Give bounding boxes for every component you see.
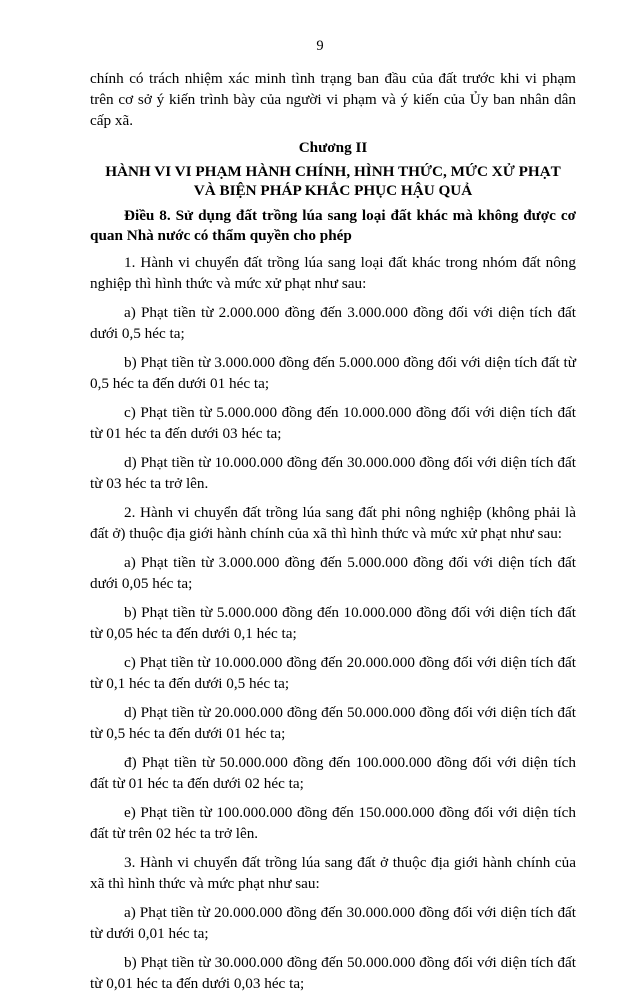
clause-2c: c) Phạt tiền từ 10.000.000 đồng đến 20.000.000 đồng đối với diện tích đất từ 0,1 héc ta đến dưới 0,5 héc ta; xyxy=(90,654,576,692)
clause-3a: a) Phạt tiền từ 20.000.000 đồng đến 30.000.000 đồng đối với diện tích đất từ dưới 0,01 héc ta; xyxy=(90,904,576,942)
page-number: 9 xyxy=(316,38,324,54)
clause-2b: b) Phạt tiền từ 5.000.000 đồng đến 10.000.000 đồng đối với diện tích đất từ 0,05 héc ta đến dưới 0,1 héc ta; xyxy=(90,604,576,642)
clause-1: 1. Hành vi chuyển đất trồng lúa sang loại đất khác trong nhóm đất nông nghiệp thì hình thức và mức xử phạt như sau: xyxy=(90,254,576,292)
clause-1b: b) Phạt tiền từ 3.000.000 đồng đến 5.000.000 đồng đối với diện tích đất từ 0,5 héc ta đến dưới 01 héc ta; xyxy=(90,354,576,392)
clause-1d: d) Phạt tiền từ 10.000.000 đồng đến 30.000.000 đồng đối với diện tích đất từ 03 héc ta trở lên. xyxy=(90,454,576,492)
clause-2e: e) Phạt tiền từ 100.000.000 đồng đến 150.000.000 đồng đối với diện tích đất từ trên 02 héc ta trở lên. xyxy=(90,804,576,842)
document-body xyxy=(90,68,576,1002)
article-heading: Điều 8. Sử dụng đất trồng lúa sang loại đất khác mà không được cơ quan Nhà nước có thẩm quyền cho phép xyxy=(90,207,576,244)
clause-2dd: đ) Phạt tiền từ 50.000.000 đồng đến 100.000.000 đồng đối với diện tích đất từ 01 héc ta đến dưới 02 héc ta; xyxy=(90,754,576,792)
clause-1a: a) Phạt tiền từ 2.000.000 đồng đến 3.000.000 đồng đối với diện tích đất dưới 0,5 héc ta; xyxy=(90,304,576,342)
clause-2: 2. Hành vi chuyển đất trồng lúa sang đất phi nông nghiệp (không phải là đất ở) thuộc địa giới hành chính của xã thì hình thức và mức xử phạt như sau: xyxy=(90,504,576,542)
clause-1c: c) Phạt tiền từ 5.000.000 đồng đến 10.000.000 đồng đối với diện tích đất từ 01 héc ta đến dưới 03 héc ta; xyxy=(90,404,576,442)
clause-3b: b) Phạt tiền từ 30.000.000 đồng đến 50.000.000 đồng đối với diện tích đất từ 0,01 héc ta đến dưới 0,03 héc ta; xyxy=(90,954,576,992)
clause-2d: d) Phạt tiền từ 20.000.000 đồng đến 50.000.000 đồng đối với diện tích đất từ 0,5 héc ta đến dưới 01 héc ta; xyxy=(90,704,576,742)
chapter-title: HÀNH VI VI PHẠM HÀNH CHÍNH, HÌNH THỨC, MỨC XỬ PHẠT VÀ BIỆN PHÁP KHẮC PHỤC HẬU QUẢ xyxy=(105,163,561,199)
chapter-heading: Chương II xyxy=(298,139,368,156)
clause-3: 3. Hành vi chuyển đất trồng lúa sang đất ở thuộc địa giới hành chính của xã thì hình thức và mức phạt như sau: xyxy=(90,854,576,892)
clause-2a: a) Phạt tiền từ 3.000.000 đồng đến 5.000.000 đồng đối với diện tích đất dưới 0,05 héc ta; xyxy=(90,554,576,592)
intro-paragraph: chính có trách nhiệm xác minh tình trạng ban đầu của đất trước khi vi phạm trên cơ sở ý kiến trình bày của người vi phạm và ý kiến của Ủy ban nhân dân cấp xã. xyxy=(90,70,576,129)
